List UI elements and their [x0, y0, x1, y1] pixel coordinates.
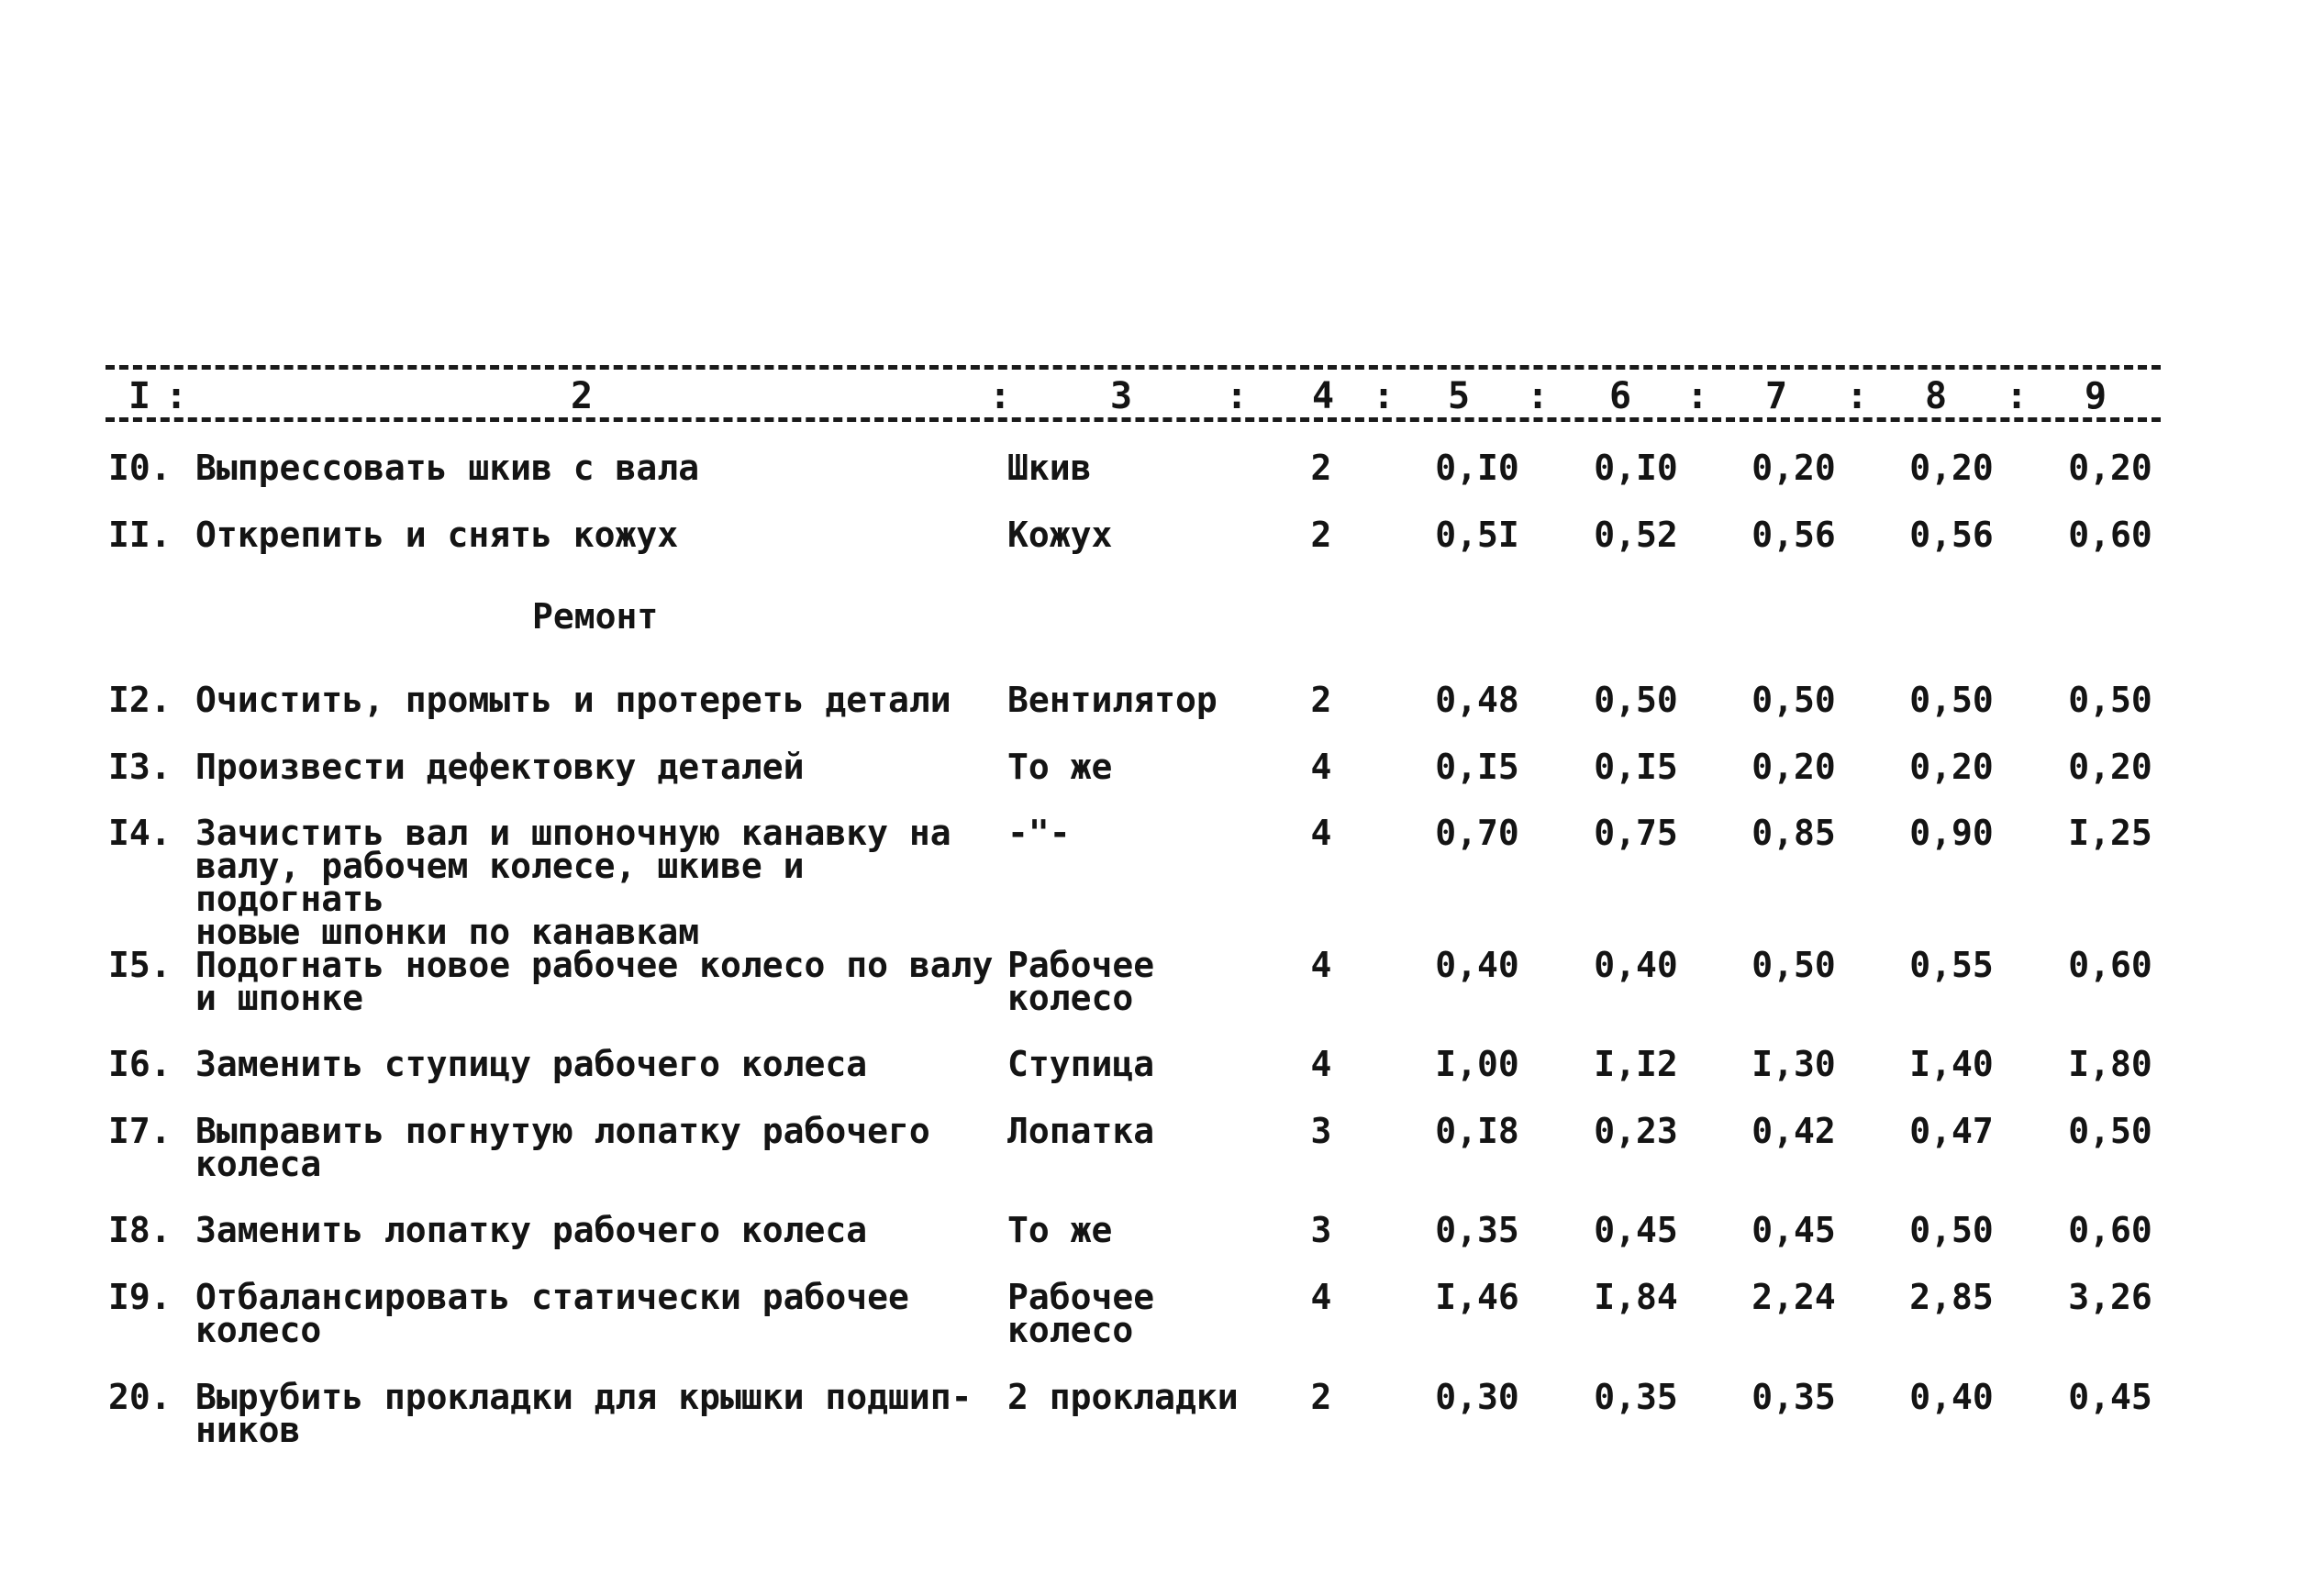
column-header-1: I — [117, 376, 161, 416]
row-number: I7. — [108, 1111, 172, 1151]
column-separator: : — [989, 375, 1012, 417]
table-top-rule — [106, 365, 2161, 370]
operation-description: Открепить и снять кожух — [195, 515, 679, 555]
row-number: I3. — [108, 747, 172, 787]
norm-value-6: 0,40 — [1594, 945, 1678, 985]
norm-value-7: 0,45 — [1751, 1210, 1836, 1250]
section-title: Ремонт — [532, 596, 659, 637]
norm-value-8: 0,90 — [1909, 813, 1994, 853]
norm-value-8: 0,55 — [1909, 945, 1994, 985]
row-number: 20. — [108, 1377, 172, 1417]
category-value: 2 — [1310, 515, 1332, 555]
repair-object: Шкив — [1007, 448, 1092, 488]
operation-description: Вырубить прокладки для крышки подшип- ников — [195, 1377, 973, 1450]
operation-description: Очистить, промыть и протереть детали — [195, 680, 951, 720]
column-separator: : — [1846, 375, 1869, 417]
category-value: 4 — [1310, 747, 1332, 787]
norm-value-5: 0,5I — [1435, 515, 1519, 555]
norm-value-8: 0,56 — [1909, 515, 1994, 555]
category-value: 4 — [1310, 813, 1332, 853]
norm-value-6: 0,75 — [1594, 813, 1678, 853]
norm-value-8: 0,40 — [1909, 1377, 1994, 1417]
column-header-5: 5 — [1437, 376, 1481, 416]
row-number: I8. — [108, 1210, 172, 1250]
repair-object: Лопатка — [1007, 1111, 1155, 1151]
norm-value-9: 0,45 — [2068, 1377, 2152, 1417]
norm-value-9: 3,26 — [2068, 1277, 2152, 1317]
norm-value-8: 0,50 — [1909, 680, 1994, 720]
norm-value-9: 0,20 — [2068, 448, 2152, 488]
norm-value-5: 0,I8 — [1435, 1111, 1519, 1151]
norm-value-5: 0,I0 — [1435, 448, 1519, 488]
row-number: I0. — [108, 448, 172, 488]
norm-value-9: 0,60 — [2068, 1210, 2152, 1250]
norm-value-7: 0,20 — [1751, 448, 1836, 488]
norm-value-8: 2,85 — [1909, 1277, 1994, 1317]
column-separator: : — [1527, 375, 1550, 417]
norm-value-8: I,40 — [1909, 1044, 1994, 1084]
column-header-9: 9 — [2074, 376, 2118, 416]
norm-value-9: 0,50 — [2068, 1111, 2152, 1151]
category-value: 3 — [1310, 1111, 1332, 1151]
norm-value-6: 0,I5 — [1594, 747, 1678, 787]
repair-object: Рабочее колесо — [1007, 945, 1155, 1018]
norm-value-9: I,25 — [2068, 813, 2152, 853]
column-separator: : — [1226, 375, 1249, 417]
norm-value-6: 0,35 — [1594, 1377, 1678, 1417]
repair-object: Ступица — [1007, 1044, 1155, 1084]
column-header-2: 2 — [560, 376, 604, 416]
repair-object: То же — [1007, 747, 1113, 787]
norm-value-6: 0,50 — [1594, 680, 1678, 720]
repair-object: То же — [1007, 1210, 1113, 1250]
norm-value-5: 0,48 — [1435, 680, 1519, 720]
column-separator: : — [165, 375, 188, 417]
norm-value-7: I,30 — [1751, 1044, 1836, 1084]
category-value: 4 — [1310, 1277, 1332, 1317]
operation-description: Подогнать новое рабочее колесо по валу и шпонке — [195, 945, 994, 1018]
norm-value-7: 0,35 — [1751, 1377, 1836, 1417]
column-header-7: 7 — [1754, 376, 1798, 416]
norm-value-6: 0,23 — [1594, 1111, 1678, 1151]
norm-value-5: 0,I5 — [1435, 747, 1519, 787]
norm-value-6: I,84 — [1594, 1277, 1678, 1317]
norm-value-5: I,46 — [1435, 1277, 1519, 1317]
category-value: 2 — [1310, 680, 1332, 720]
column-header-4: 4 — [1301, 376, 1345, 416]
row-number: I5. — [108, 945, 172, 985]
column-separator: : — [2006, 375, 2029, 417]
norm-value-6: 0,52 — [1594, 515, 1678, 555]
category-value: 3 — [1310, 1210, 1332, 1250]
norm-value-6: 0,45 — [1594, 1210, 1678, 1250]
repair-object: -"- — [1007, 813, 1071, 853]
norm-value-5: 0,35 — [1435, 1210, 1519, 1250]
category-value: 2 — [1310, 1377, 1332, 1417]
norm-value-9: 0,20 — [2068, 747, 2152, 787]
category-value: 2 — [1310, 448, 1332, 488]
operation-description: Зачистить вал и шпоночную канавку на валу, рабочем колесе, шкиве и подогнать новые шпонки по канавкам — [195, 813, 951, 952]
operation-description: Выправить погнутую лопатку рабочего колеса — [195, 1111, 930, 1184]
operation-description: Заменить ступицу рабочего колеса — [195, 1044, 868, 1084]
operation-description: Отбалансировать статически рабочее колесо — [195, 1277, 909, 1350]
norm-value-7: 0,56 — [1751, 515, 1836, 555]
operation-description: Произвести дефектовку деталей — [195, 747, 805, 787]
operation-description: Заменить лопатку рабочего колеса — [195, 1210, 868, 1250]
table-header-rule — [106, 417, 2161, 422]
norm-value-7: 0,50 — [1751, 680, 1836, 720]
norm-value-8: 0,47 — [1909, 1111, 1994, 1151]
norm-value-6: 0,I0 — [1594, 448, 1678, 488]
norm-value-9: 0,60 — [2068, 945, 2152, 985]
repair-object: Кожух — [1007, 515, 1113, 555]
category-value: 4 — [1310, 1044, 1332, 1084]
norm-value-7: 0,85 — [1751, 813, 1836, 853]
repair-object: Вентилятор — [1007, 680, 1218, 720]
column-header-3: 3 — [1099, 376, 1143, 416]
norm-value-8: 0,20 — [1909, 448, 1994, 488]
norm-value-6: I,I2 — [1594, 1044, 1678, 1084]
row-number: I6. — [108, 1044, 172, 1084]
norm-value-8: 0,20 — [1909, 747, 1994, 787]
norm-value-8: 0,50 — [1909, 1210, 1994, 1250]
norm-value-7: 0,42 — [1751, 1111, 1836, 1151]
norm-value-7: 2,24 — [1751, 1277, 1836, 1317]
norm-value-5: I,00 — [1435, 1044, 1519, 1084]
column-header-8: 8 — [1914, 376, 1958, 416]
column-separator: : — [1686, 375, 1709, 417]
row-number: II. — [108, 515, 172, 555]
norm-value-9: 0,60 — [2068, 515, 2152, 555]
category-value: 4 — [1310, 945, 1332, 985]
norm-value-5: 0,70 — [1435, 813, 1519, 853]
norm-value-5: 0,40 — [1435, 945, 1519, 985]
operation-description: Выпрессовать шкив с вала — [195, 448, 700, 488]
norm-value-7: 0,20 — [1751, 747, 1836, 787]
row-number: I2. — [108, 680, 172, 720]
column-header-6: 6 — [1598, 376, 1642, 416]
norm-value-9: 0,50 — [2068, 680, 2152, 720]
repair-object: Рабочее колесо — [1007, 1277, 1155, 1350]
norm-value-9: I,80 — [2068, 1044, 2152, 1084]
column-separator: : — [1373, 375, 1396, 417]
row-number: I9. — [108, 1277, 172, 1317]
repair-object: 2 прокладки — [1007, 1377, 1239, 1417]
row-number: I4. — [108, 813, 172, 853]
norm-value-5: 0,30 — [1435, 1377, 1519, 1417]
norm-value-7: 0,50 — [1751, 945, 1836, 985]
